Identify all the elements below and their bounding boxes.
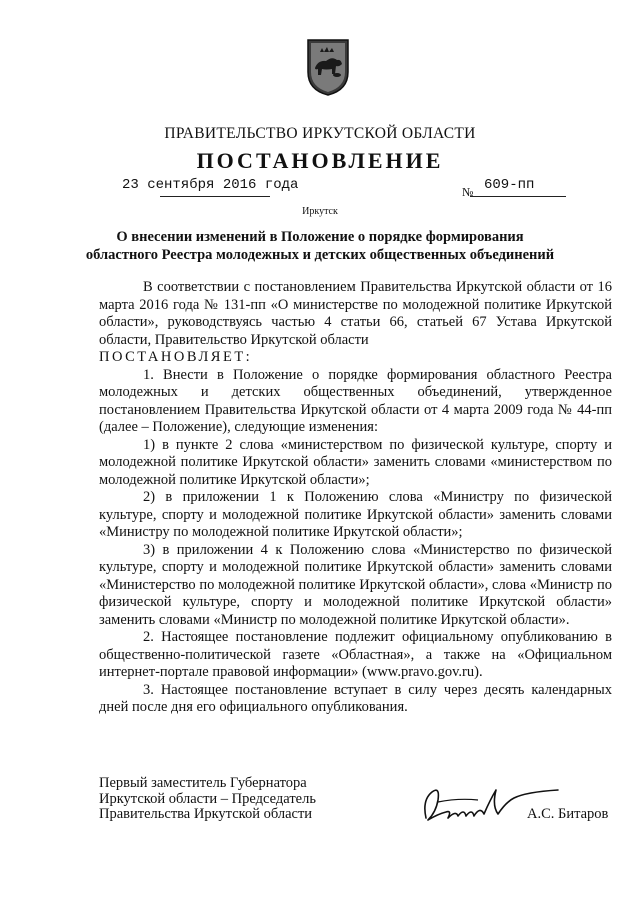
signatory-name: А.С. Битаров bbox=[527, 806, 609, 822]
paragraph-subitem-2: 2) в приложении 1 к Положению слова «Министру по физической культуре, спорту и молодежной политике Иркутской области» заменить словами «Министру по молодежной политике Иркутской области»; bbox=[99, 489, 612, 540]
paragraph-subitem-3: 3) в приложении 4 к Положению слова «Министерство по физической культуре, спорту и молодежной политике Иркутской области» заменить словами «Министерство по молодежной политике Иркутской области», слова «Министр по физической культуре, спорту и молодежной политике Иркутской области» заменить словами «Министр по молодежной политике Иркутской области». bbox=[99, 541, 612, 628]
date-underline bbox=[160, 196, 270, 197]
government-name: ПРАВИТЕЛЬСТВО ИРКУТСКОЙ ОБЛАСТИ bbox=[164, 125, 476, 142]
number-underline bbox=[470, 196, 566, 197]
paragraph-subitem-1: 1) в пункте 2 слова «министерством по физической культуре, спорту и молодежной политике Иркутской области» заменить словами «министерством по молодежной политике Иркутской области»; bbox=[99, 436, 612, 488]
subject-line-2: областного Реестра молодежных и детских общественных объединений bbox=[85, 247, 555, 263]
document-body bbox=[99, 279, 612, 717]
signatory-position-line-3: Правительства Иркутской области bbox=[99, 806, 313, 822]
signatory-position bbox=[99, 776, 316, 823]
subject-line-1: О внесении изменений в Положение о порядке формирования bbox=[116, 229, 524, 245]
paragraph-item-1: 1. Внести в Положение о порядке формирования областного Реестра молодежных и детских общественных объединений, утвержденное постановлением Правительства Иркутской области от 4 марта 2009 года № 44-пп (далее – Положение), следующие изменения: bbox=[99, 366, 612, 435]
signatory-position-line-2: Иркутской области – Председатель bbox=[99, 790, 316, 807]
document-number: 609-пп bbox=[484, 177, 535, 193]
paragraph-preamble: В соответствии с постановлением Правительства Иркутской области от 16 марта 2016 года № 131-пп «О министерстве по молодежной политике Иркутской области», руководствуясь частью 4 статьи 66, статьей 67 Устава Иркутской области, Правительство Иркутской области bbox=[99, 279, 612, 348]
document-date: 23 сентября 2016 года bbox=[122, 177, 299, 193]
paragraph-item-2: 2. Настоящее постановление подлежит официальному опубликованию в общественно-политической газете «Областная», а также на «Официальном интернет-портале правовой информации» (www.pravo.gov.ru). bbox=[99, 629, 612, 680]
paragraph-resolves: ПОСТАНОВЛЯЕТ: bbox=[99, 349, 253, 365]
paragraph-item-3: 3. Настоящее постановление вступает в силу через десять календарных дней после дня его официального опубликования. bbox=[99, 681, 612, 715]
document-type-title: ПОСТАНОВЛЕНИЕ bbox=[196, 148, 444, 173]
city-name: Иркутск bbox=[302, 206, 338, 217]
document-subject bbox=[70, 228, 570, 264]
number-label: № bbox=[462, 185, 474, 199]
coat-of-arms-emblem bbox=[306, 38, 350, 96]
signatory-position-line-1: Первый заместитель Губернатора bbox=[99, 775, 307, 791]
